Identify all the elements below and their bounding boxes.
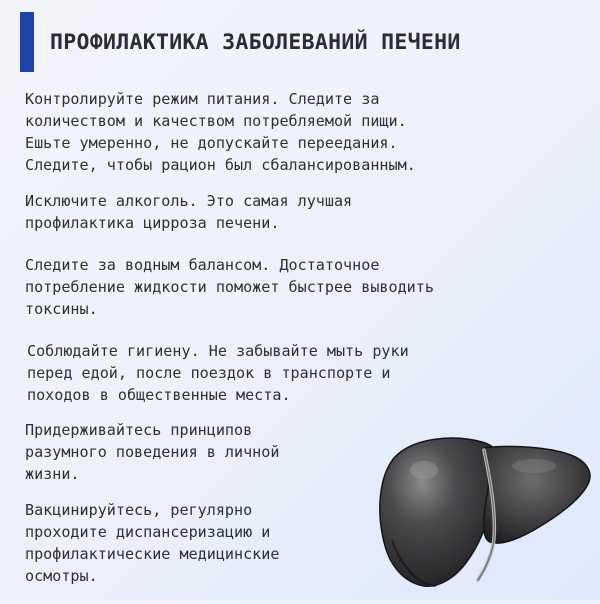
tip-line: токсины. <box>25 300 98 318</box>
tip-alcohol <box>25 190 352 234</box>
tip-line: потребление жидкости поможет быстрее выводить <box>25 278 434 296</box>
tip-line: осмотры. <box>25 567 98 585</box>
tip-line: разумного поведения в личной <box>25 443 280 461</box>
tip-line: Следите за водным балансом. Достаточное <box>25 256 380 274</box>
tip-vaccination <box>25 499 279 587</box>
tip-line: профилактика цирроза печени. <box>25 214 280 232</box>
tip-line: Контролируйте режим питания. Следите за <box>25 90 380 108</box>
liver-icon <box>372 420 600 600</box>
tip-line: проходите диспансеризацию и <box>25 523 271 541</box>
tip-line: Придерживайтесь принципов <box>25 421 253 439</box>
tip-line: жизни. <box>25 465 80 483</box>
tip-line: количеством и качеством потребляемой пищи. <box>25 112 407 130</box>
tip-nutrition <box>25 88 416 176</box>
accent-bar <box>20 12 34 72</box>
tip-line: Вакцинируйтесь, регулярно <box>25 501 253 519</box>
tip-lifestyle <box>25 419 279 485</box>
liver-illustration <box>372 420 600 600</box>
tip-line: походов в общественные места. <box>27 386 291 404</box>
page-title: ПРОФИЛАКТИКА ЗАБОЛЕВАНИЙ ПЕЧЕНИ <box>50 30 461 55</box>
tip-line: профилактические медицинские <box>25 545 280 563</box>
tip-line: перед едой, после поездок в транспорте и <box>27 364 391 382</box>
tip-line: Ешьте умеренно, не допускайте переедания. <box>25 134 398 152</box>
tip-line: Исключите алкоголь. Это самая лучшая <box>25 192 353 210</box>
tip-water <box>25 254 434 320</box>
tip-line: Соблюдайте гигиену. Не забывайте мыть руки <box>27 342 409 360</box>
tip-hygiene <box>27 340 409 406</box>
tip-line: Следите, чтобы рацион был сбалансированным. <box>25 156 416 174</box>
